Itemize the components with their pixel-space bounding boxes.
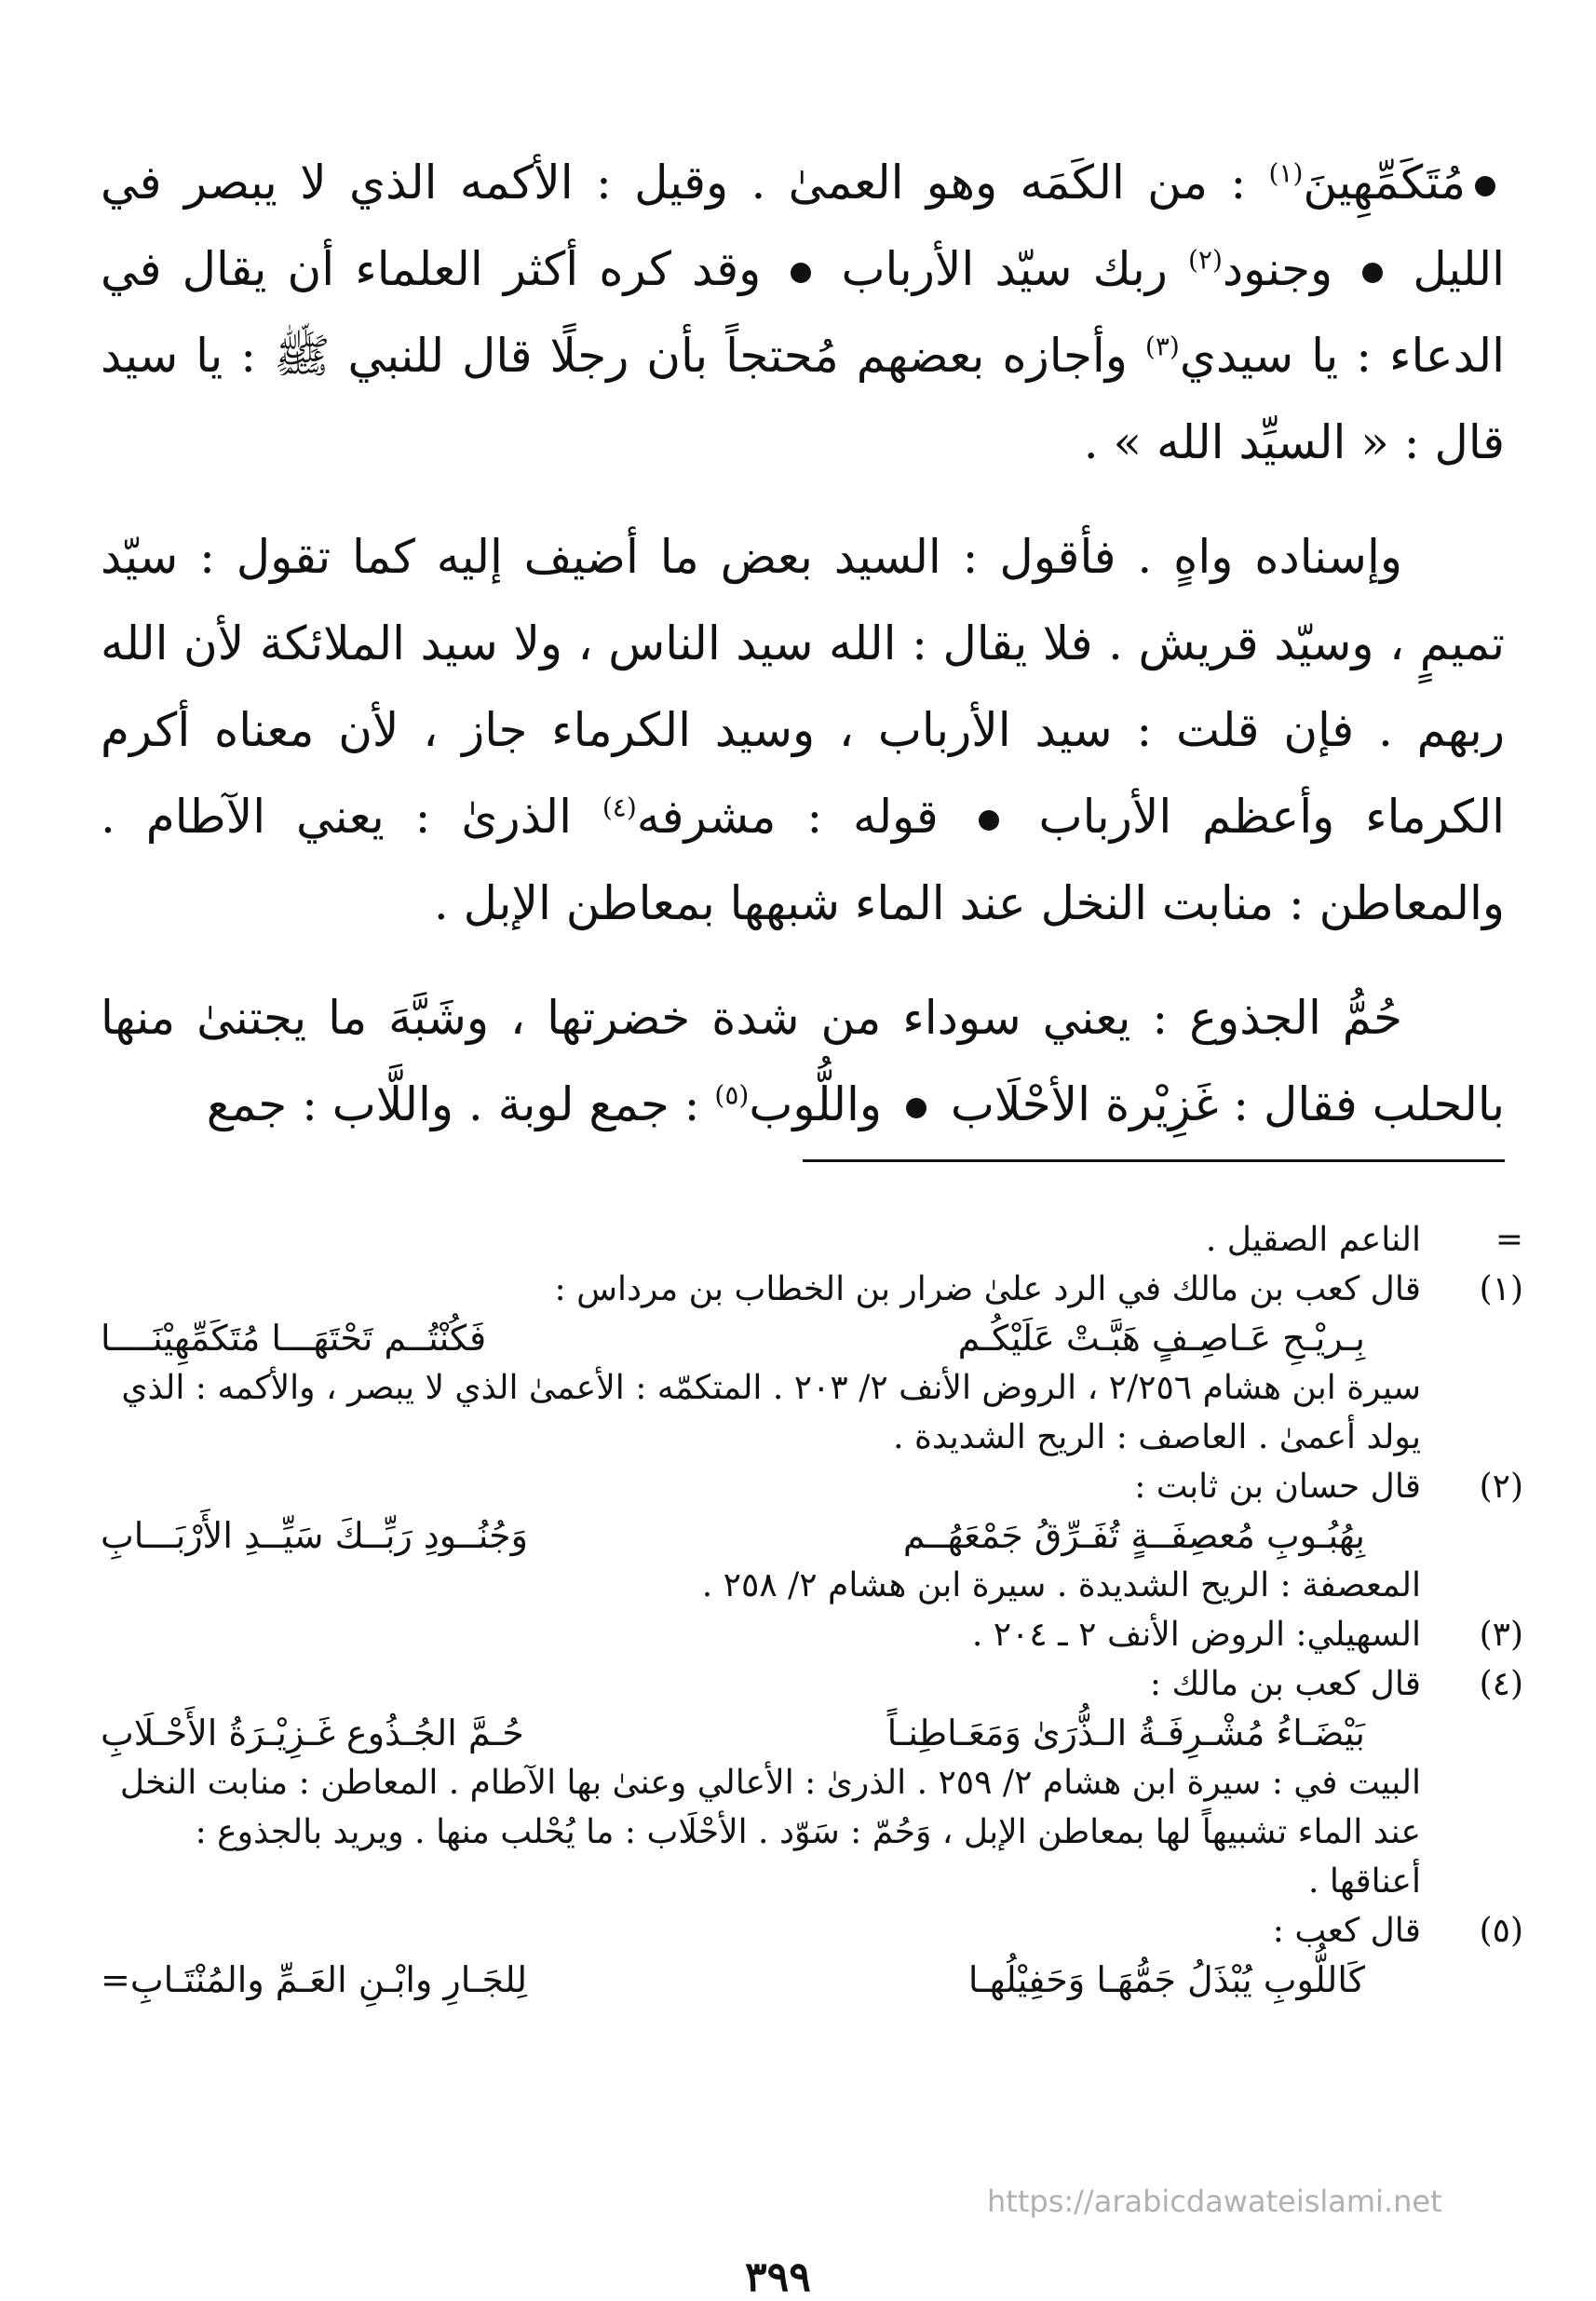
text-run: وجنود <box>1222 242 1354 296</box>
poem-verse <box>101 1956 1421 2005</box>
text-run: وإسناده واهٍ . فأقول : السيد بعض ما أضيف إليه كما تقول : سيّد تميمٍ ، وسيّد قريش . فلا يقال : الله سيد الناس ، ولا سيد الملائكة لأن الله ربهم . فإن قلت : سيد الأرباب ، وسيد الكرماء جاز ، لأن معناه أكرم الكرماء وأعظم الأرباب <box>101 530 1505 844</box>
poem-verse <box>101 1709 1421 1758</box>
verse-hemistich: وَجُنُــودِ رَبِّــكَ سَيِّــدِ الأَرْبَـــابِ <box>101 1515 529 1556</box>
footnote-ref: (٥) <box>714 1079 750 1111</box>
footnote-line: قال كعب بن مالك في الرد علىٰ ضرار بن الخطاب بن مرداس : <box>554 1270 1421 1308</box>
text-run: واللُّوب <box>749 1077 897 1131</box>
text-run: قوله : مشرفه <box>636 790 969 844</box>
text-run: ربك سيّد الأرباب <box>820 242 1188 296</box>
footnote-number: (٤) <box>1479 1665 1523 1703</box>
footnote-number: = <box>1495 1221 1523 1259</box>
bullet-dot-icon <box>791 263 811 283</box>
bullet-dot-icon <box>1475 176 1495 196</box>
paragraph <box>101 975 1505 1148</box>
bullet-dot-icon <box>1362 263 1383 283</box>
bullet-dot-icon <box>979 810 999 831</box>
verse-hemistich: لِلجَـارِ وابْـنِ العَـمِّ والمُنْتَـابِ= <box>101 1959 528 2000</box>
text-run: وأجازه بعضهم مُحتجاً بأن رجلًا قال للنبي ﷺ : يا سيد قال : « السيِّد الله » . <box>101 329 1505 469</box>
paragraph <box>101 514 1505 947</box>
footnote-line: السهيلي: الروض الأنف ٢ ـ ٢٠٤ . <box>971 1616 1421 1654</box>
main-text <box>101 140 1505 1176</box>
footnote-line: المعصفة : الريح الشديدة . سيرة ابن هشام ٢/ ٢٥٨ . <box>701 1566 1421 1604</box>
text-run: : من الكَمَه وهو العمىٰ . وقيل : الأكمه الذي لا يبصر في الليل <box>101 156 1505 296</box>
poem-verse <box>101 1511 1421 1561</box>
footnote <box>101 1906 1523 2005</box>
footnote-line: البيت في : سيرة ابن هشام ٢/ ٢٥٩ . الذرىٰ : الأعالي وعنىٰ بها الآطام . المعاطن : منابت النخل عند الماء تشبيهاً لها بمعاطن الإبل ، وَحُمّ : سَوّد . الأحْلَاب : ما يُحْلب منها . ويريد بالجذوع : أعناقها . <box>119 1764 1421 1901</box>
footnote-line: الناعم الصقيل . <box>1205 1221 1421 1259</box>
footnote-ref: (٣) <box>1144 331 1180 362</box>
footnote <box>101 1265 1523 1462</box>
page-number: ٣٩٩ <box>745 2254 811 2301</box>
footnote-line: سيرة ابن هشام ٢/٢٥٦ ، الروض الأنف ٢/ ٢٠٣ . المتكمّه : الأعمىٰ الذي لا يبصر ، والأكمه : الذي يولد أعمىٰ . العاصف : الريح الشديدة . <box>121 1369 1421 1456</box>
verse-hemistich: بَيْضَـاءُ مُشْـرِفَـةُ الـذُّرَىٰ وَمَعَـاطِنـاً <box>886 1712 1365 1753</box>
footnote <box>101 1215 1523 1265</box>
footnote-number: (٢) <box>1479 1468 1523 1506</box>
text-run: : جمع لوبة . واللَّاب : جمع <box>206 1077 715 1131</box>
verse-hemistich: فَكُنْتُــم تَحْتَهَـــا مُتَكَمِّهِيْنَــــا <box>101 1318 487 1359</box>
text-run: حُمُّ الجذوع : يعني سوداء من شدة خضرتها ، وشَبَّهَ ما يجتنىٰ منها بالحلب فقال : غَزِيْرة الأحْلَاب <box>101 991 1505 1131</box>
verse-hemistich: كَاللُّوبِ يُبْذَلُ جَمُّهَـا وَحَفِيْلُهـا <box>967 1959 1365 2000</box>
footnote-separator <box>803 1159 1505 1162</box>
footnote-number: (٥) <box>1479 1912 1523 1950</box>
bullet-dot-icon <box>906 1098 926 1118</box>
footnote-number: (١) <box>1479 1270 1523 1308</box>
footnote-ref: (٤) <box>602 792 637 823</box>
footnote <box>101 1610 1523 1659</box>
watermark: https://arabicdawateislami.net <box>987 2184 1442 2219</box>
footnote-line: قال حسان بن ثابت : <box>1134 1468 1421 1506</box>
footnote-ref: (١) <box>1268 157 1304 189</box>
footnote-ref: (٢) <box>1187 244 1223 276</box>
footnote-line: قال كعب بن مالك : <box>1149 1665 1421 1703</box>
verse-hemistich: بِـريْـحِ عَـاصِـفٍ هَبَّـتْ عَلَيْكُـم <box>957 1318 1365 1359</box>
verse-hemistich: بِهُبُـوبِ مُعصِفَــةٍ تُفَـرِّقُ جَمْعَهُــم <box>902 1515 1365 1556</box>
paragraph <box>101 140 1505 486</box>
text-run: مُتَكَمِّهِينَ <box>1303 156 1466 210</box>
verse-hemistich: حُـمَّ الجُـذُوع غَـزِيْـرَةُ الأَحْـلَابِ <box>101 1712 524 1753</box>
text-run: وقد كره أكثر العلماء أن يقال في الدعاء : يا سيدي <box>101 242 1505 383</box>
footnote <box>101 1462 1523 1610</box>
text-run: الذرىٰ : يعني الآطام . والمعاطن : منابت النخل عند الماء شبهها بمعاطن الإبل . <box>101 790 1505 930</box>
footnotes <box>101 1215 1523 2005</box>
footnote-line: قال كعب : <box>1272 1912 1421 1950</box>
poem-verse <box>101 1314 1421 1363</box>
footnote <box>101 1659 1523 1906</box>
footnote-number: (٣) <box>1479 1616 1523 1654</box>
